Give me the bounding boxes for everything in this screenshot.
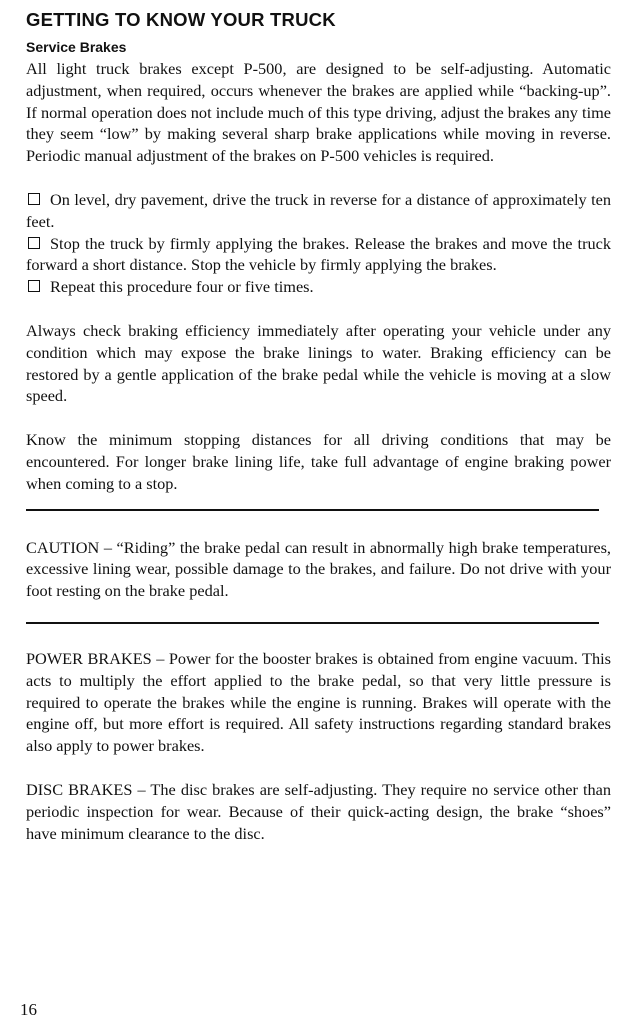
procedure-step [26,233,611,277]
checkbox-icon [28,280,40,292]
procedure-step [26,276,611,298]
divider [26,509,599,511]
procedure-steps [26,189,611,298]
spacer [26,167,611,189]
step-text: Repeat this procedure four or five times. [50,277,314,297]
step-text: Stop the truck by firmly applying the brakes. Release the brakes and move the truck forward a short distance. Stop the vehicle by firmly applying the brakes. [26,233,611,275]
disc-brakes-paragraph: DISC BRAKES – The disc brakes are self-adjusting. They require no service other than periodic inspection for wear. Because of their quick-acting design, the brake “shoes” have minimum clearance to the disc. [26,779,611,843]
page-number: 16 [20,1000,37,1019]
checkbox-icon [28,237,40,249]
page-heading: GETTING TO KNOW YOUR TRUCK [26,9,336,30]
spacer [26,757,611,779]
intro-paragraph: All light truck brakes except P-500, are designed to be self-adjusting. Automatic adjustment, when required, occurs whenever the brakes are applied while “backing-up”. If normal operation does not include much of this type driving, adjust the brakes any time they seem “low” by making several sharp brake applications while moving in reverse. Periodic manual adjustment of the brakes on P-500 vehicles is required. [26,59,611,166]
stopping-note-paragraph: Know the minimum stopping distances for all driving conditions that may be encountered. For longer brake lining life, take full advantage of engine braking power when coming to a stop. [26,430,611,493]
power-brakes-paragraph: POWER BRAKES – Power for the booster brakes is obtained from engine vacuum. This acts to multiply the effort applied to the brake pedal, so that very little pressure is required to operate the brakes while the engine is running. Brakes will operate with the engine off, but more effort is required. All safety instructions regarding standard brakes also apply to power brakes. [26,648,611,756]
step-text: On level, dry pavement, drive the truck in reverse for a distance of approximately ten feet. [26,189,611,231]
caution-paragraph: CAUTION – “Riding” the brake pedal can result in abnormally high brake temperatures, excessive lining wear, possible damage to the brakes, and failure. Do not drive with your foot resting on the brake pedal. [26,537,611,601]
section-subheading: Service Brakes [26,39,127,55]
procedure-step [26,189,611,233]
checkbox-icon [28,193,40,205]
divider [26,622,599,624]
water-note-paragraph: Always check braking efficiency immediately after operating your vehicle under any condition which may expose the brake linings to water. Braking efficiency can be restored by a gentle application of the brake pedal while the vehicle is moving at a slow speed. [26,320,611,406]
spacer [26,407,611,429]
spacer [26,298,611,320]
